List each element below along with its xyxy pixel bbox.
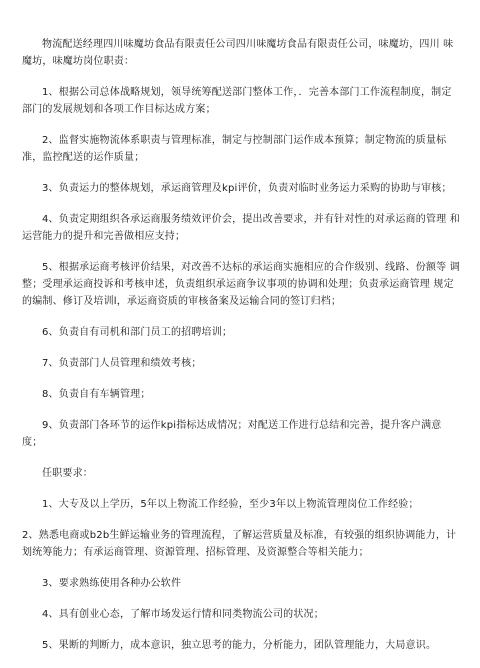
requirement-5: 5、果断的判断力，成本意识，独立思考的能力，分析能力，团队管理能力，大局意识。 <box>42 640 437 651</box>
intro-paragraph: 物流配送经理四川味魔坊食品有限责任公司四川味魔坊食品有限责任公司，味魔坊，四川 味魔坊，味魔坊岗位职责： <box>22 39 454 67</box>
requirements-title: 任职要求： <box>42 468 93 479</box>
duty-6: 6、负责自有司机和部门员工的招聘培训； <box>42 327 233 338</box>
requirement-1: 1、大专及以上学历，5年以上物流工作经验，至少3年以上物流管理岗位工作经验； <box>42 499 419 510</box>
duty-9: 9、负责部门各环节的运作kpi指标达成情况；对配送工作进行总结和完善，提升客户满意 度； <box>22 420 442 448</box>
requirement-2: 2、熟悉电商或b2b生鲜运输业务的管理流程，了解运营质量及标准，有较强的组织协调能力，计划统筹能力；有承运商管理、资源管理、招标管理、及资源整合等相关能力； <box>22 530 457 558</box>
document-page <box>22 36 462 668</box>
duty-8: 8、负责自有车辆管理； <box>42 389 151 400</box>
duty-5: 5、根据承运商考核评价结果，对改善不达标的承运商实施相应的合作级别、线路、份额等 调整；受理承运商投诉和考核申述，负责组织承运商争议事项的协调和处理；负责承运商管理 规定的编制、修订及培训l，承运商资质的审核备案及运输合同的签订归档； <box>22 262 460 307</box>
duty-3: 3、负责运力的整体规划，承运商管理及kpi评价，负责对临时业务运力采购的协助与审核； <box>42 183 452 194</box>
requirement-3: 3、要求熟练使用各种办公软件 <box>42 578 182 589</box>
duty-7: 7、负责部门人员管理和绩效考核； <box>42 358 202 369</box>
duty-4: 4、负责定期组织各承运商服务绩效评价会，提出改善要求，并有针对性的对承运商的管理 和运营能力的提升和完善做相应支持； <box>22 214 460 242</box>
duty-1: 1、根据公司总体战略规划，领导统筹配送部门整体工作，．完善本部门工作流程制度，制定 部门的发展规划和各项工作目标达成方案； <box>22 87 452 115</box>
duty-2: 2、监督实施物流体系职责与管理标准，制定与控制部门运作成本预算；制定物流的质量标 准，监控配送的运作质量； <box>22 135 447 163</box>
requirement-4: 4、具有创业心态，了解市场发运行情和同类物流公司的状况； <box>42 609 324 620</box>
